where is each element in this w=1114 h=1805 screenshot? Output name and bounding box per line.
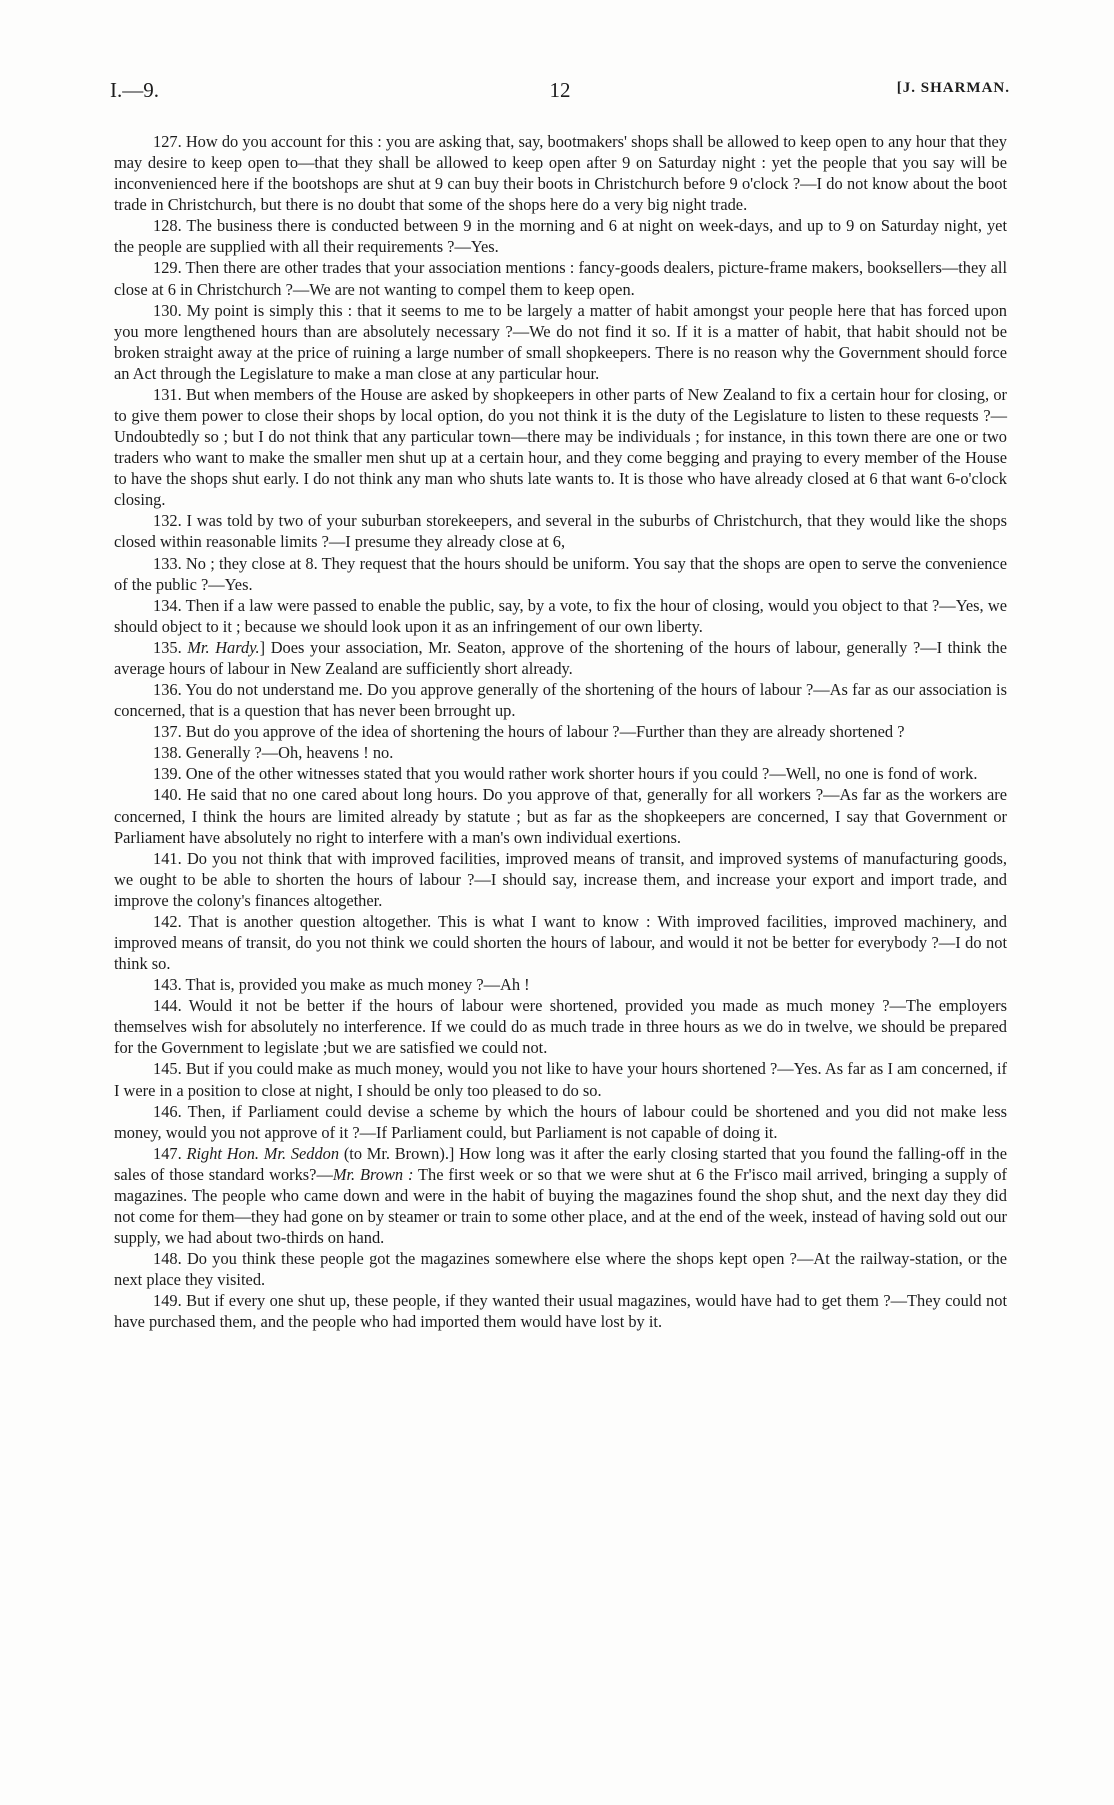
paragraph-136: 136. You do not understand me. Do you approve generally of the shortening of the hours of labour ?—As far as our association is concerned, that is a question that has never been brrought up. xyxy=(114,680,1007,721)
paragraph-135 xyxy=(114,637,1007,679)
page-number: 12 xyxy=(549,78,571,102)
paragraph-135-text: ] Does your association, Mr. Seaton, approve of the shortening of the hours of labour, generally ?—I think the average hours of labour in New Zealand are sufficiently short already. xyxy=(114,637,1007,678)
paragraph-138: 138. Generally ?—Oh, heavens ! no. xyxy=(153,743,394,763)
paragraph-147 xyxy=(114,1143,1007,1248)
paragraph-127: 127. How do you account for this : you are asking that, say, bootmakers' shops shall be allowed to keep open to any hour that they may desire to keep open to—that they shall be allowed to keep open after 9 on Saturday night : yet the people that you say will be inconvenienced here if the bootshops are shut at 9 can buy their boots in Christchurch before 9 o'clock ?—I do not know about the boot trade in Christchurch, but there is no doubt that some of the shops here do a very big night trade. xyxy=(114,132,1007,215)
paragraph-142: 142. That is another question altogether. This is what I want to know : With improved facilities, improved machinery, and improved means of transit, do you not think we could shorten the hours of labour, and would it not be better for everybody ?—I do not think so. xyxy=(114,911,1007,974)
paragraph-140: 140. He said that no one cared about long hours. Do you approve of that, generally for all workers ?—As far as the workers are concerned, I think the hours are limited already by statute ; but as far as the shopkeepers are concerned, I say that Government or Parliament have absolutely no right to interfere with a man's own individual exertions. xyxy=(114,785,1007,847)
paragraph-128: 128. The business there is conducted between 9 in the morning and 6 at night on week-days, and up to 9 on Saturday night, yet the people are supplied with all their requirements ?—Yes. xyxy=(114,216,1007,257)
page-header xyxy=(110,78,1010,108)
paragraph-137: 137. But do you approve of the idea of shortening the hours of labour ?—Further than they are already shortened ? xyxy=(153,722,905,742)
speaker-name: Mr. Hardy. xyxy=(187,637,260,657)
paragraph-141: 141. Do you not think that with improved facilities, improved means of transit, and improved systems of manufacturing goods, we ought to be able to shorten the hours of labour ?—I should say, increase them, and increase your export and import trade, and improve the colony's finances altogether. xyxy=(114,848,1007,910)
paragraph-148: 148. Do you think these people got the magazines somewhere else where the shops kept open ?—At the railway-station, or the next place they visited. xyxy=(114,1249,1007,1290)
paragraph-146: 146. Then, if Parliament could devise a scheme by which the hours of labour could be shortened and you did not make less money, would you not approve of it ?—If Parliament could, but Parliament is not capable of doing it. xyxy=(114,1101,1007,1142)
evidence-text xyxy=(114,131,1007,1332)
paragraph-139: 139. One of the other witnesses stated that you would rather work shorter hours if you could ?—Well, no one is fond of work. xyxy=(153,764,978,784)
paragraph-132: 132. I was told by two of your suburban storekeepers, and several in the suburbs of Christchurch, that they would like the shops closed within reasonable limits ?—I presume they already close at 6, xyxy=(114,511,1007,552)
paragraph-134: 134. Then if a law were passed to enable the public, say, by a vote, to fix the hour of closing, would you object to that ?—Yes, we should object to it ; because we should look upon it as an infringement of our own liberty. xyxy=(114,595,1007,636)
paragraph-149: 149. But if every one shut up, these people, if they wanted their usual magazines, would have had to get them ?—They could not have purchased them, and the people who had imported them would have lost by it. xyxy=(114,1291,1007,1332)
paragraph-130: 130. My point is simply this : that it seems to me to be largely a matter of habit amongst your people here that has forced upon you more lengthened hours than are absolutely necessary ?—We do not find it so. If it is a matter of habit, that habit should not be broken straight away at the price of ruining a large number of small shopkeepers. There is no reason why the Government should force an Act through the Legislature to make a man close at any particular hour. xyxy=(114,300,1007,383)
speaker-name-answer: Mr. Brown : xyxy=(332,1164,414,1184)
paragraph-131: 131. But when members of the House are asked by shopkeepers in other parts of New Zealand to fix a certain hour for closing, or to give them power to close their shops by local option, do you not think it is the duty of the Legislature to listen to these requests ?—Undoubtedly so ; but I do not think that any particular town—there may be individuals ; for instance, in this town there are one or two traders who want to make the smaller men shut up at a certain hour, and they come begging and praying to every member of the House to have the shops shut early. I do not think any man who shuts late wants to. It is those who have already closed at 6 that want 6-o'clock closing. xyxy=(114,384,1007,510)
paragraph-129: 129. Then there are other trades that your association mentions : fancy-goods dealers, picture-frame makers, booksellers—they all close at 6 in Christchurch ?—We are not wanting to compel them to keep open. xyxy=(114,258,1007,299)
paragraph-147-number: 147. xyxy=(153,1143,187,1163)
paragraph-145: 145. But if you could make as much money, would you not like to have your hours shortened ?—Yes. As far as I am concerned, if I were in a position to close at night, I should be only too pleased to do so. xyxy=(114,1059,1007,1100)
paragraph-144: 144. Would it not be better if the hours of labour were shortened, provided you made as much money ?—The employers themselves wish for absolutely no interference. If we could do as much trade in three hours as we do in twelve, we should be prepared for the Government to legislate ;but we are satisfied we could not. xyxy=(114,996,1007,1058)
paragraph-147-question: (to Mr. Brown).] How long was it after the early closing started that you found the falling-off in the sales of those standard works?— xyxy=(114,1143,1008,1184)
paragraph-143: 143. That is, provided you make as much money ?—Ah ! xyxy=(153,975,530,995)
paper-reference: I.—9. xyxy=(110,78,159,102)
paragraph-133: 133. No ; they close at 8. They request that the hours should be uniform. You say that the shops are open to serve the convenience of the public ?—Yes. xyxy=(114,553,1007,594)
paragraph-147-answer: The first week or so that we were shut at 6 the Fr'isco mail arrived, bringing a supply of magazines. The people who came down and were in the habit of buying the magazines found the shop shut, and the next day they did not come for them—they had gone on by steamer or train to some other place, and at the end of the week, instead of having sold out our supply, we had about two-thirds on hand. xyxy=(114,1164,1007,1248)
witness-name: [J. SHARMAN. xyxy=(896,80,1010,96)
speaker-name: Right Hon. Mr. Seddon xyxy=(186,1143,340,1163)
paragraph-135-number: 135. xyxy=(153,637,188,657)
